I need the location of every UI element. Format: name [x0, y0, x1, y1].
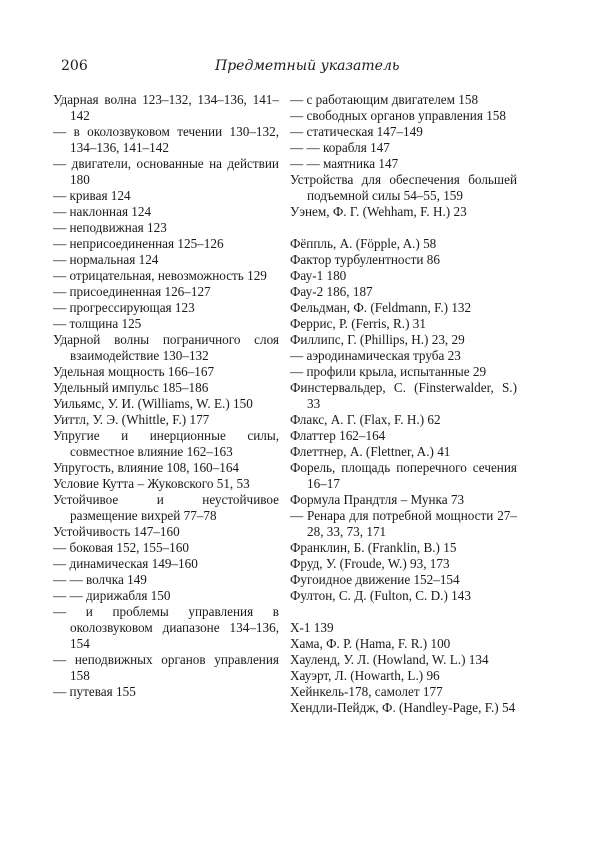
page-number: 206 [61, 58, 88, 74]
index-entry: — динамическая 149–160 [53, 556, 198, 571]
index-entry: Уиттл, У. Э. (Whittle, F.) 177 [53, 412, 210, 427]
index-entry: Финстервальдер, С. (Finsterwalder, S.) 33 [290, 380, 517, 411]
index-entry: Упругие и инерционные силы, совместное влияние 162–163 [53, 428, 279, 459]
index-entry: Устройства для обеспечения большей подъемной силы 54–55, 159 [290, 172, 517, 203]
index-entry: Фугоидное движение 152–154 [290, 572, 460, 587]
index-entry: — статическая 147–149 [290, 124, 423, 139]
index-entry: Ударной волны пограничного слоя взаимодействие 130–132 [53, 332, 279, 363]
index-entry: Феррис, Р. (Ferris, R.) 31 [290, 316, 426, 331]
index-entry: Удельный импульс 185–186 [53, 380, 209, 395]
index-entry: Хейнкель-178, самолет 177 [290, 684, 443, 699]
index-entry: Форель, площадь поперечного сечения 16–17 [290, 460, 517, 491]
index-entry: — — маятника 147 [290, 156, 399, 171]
index-entry: Уэнем, Ф. Г. (Wehham, F. H.) 23 [290, 204, 467, 219]
index-entry: — неподвижная 123 [53, 220, 167, 235]
index-entry: Уильямс, У. И. (Williams, W. E.) 150 [53, 396, 253, 411]
index-entry: — — корабля 147 [290, 140, 390, 155]
index-entry: — присоединенная 126–127 [53, 284, 211, 299]
index-entry: — прогрессирующая 123 [53, 300, 195, 315]
index-entry: — свободных органов управления 158 [290, 108, 506, 123]
index-entry: — нормальная 124 [53, 252, 159, 267]
index-column-right [290, 92, 517, 716]
section-gap [290, 604, 517, 620]
index-entry: Устойчивость 147–160 [53, 524, 180, 539]
index-entry: Хауэрт, Л. (Howarth, L.) 96 [290, 668, 440, 683]
index-column-left [53, 92, 279, 700]
index-entry: — — дирижабля 150 [53, 588, 171, 603]
index-entry: — двигатели, основанные на действии 180 [53, 156, 279, 187]
index-entry: Филлипс, Г. (Phillips, H.) 23, 29 [290, 332, 465, 347]
index-entry: Условие Кутта – Жуковского 51, 53 [53, 476, 250, 491]
index-entry: Устойчивое и неустойчивое размещение вихрей 77–78 [53, 492, 279, 523]
index-entry: Упругость, влияние 108, 160–164 [53, 460, 240, 475]
index-entry: Франклин, Б. (Franklin, B.) 15 [290, 540, 457, 555]
index-entry: — неприсоединенная 125–126 [53, 236, 224, 251]
index-entry: Х-1 139 [290, 620, 334, 635]
index-entry: Удельная мощность 166–167 [53, 364, 215, 379]
index-entry: Флакс, А. Г. (Flax, F. H.) 62 [290, 412, 441, 427]
index-entry: — профили крыла, испытанные 29 [290, 364, 487, 379]
index-entry: — наклонная 124 [53, 204, 152, 219]
running-head: Предметный указатель [215, 58, 400, 74]
index-entry: Фау-1 180 [290, 268, 347, 283]
index-entry: Фултон, С. Д. (Fulton, C. D.) 143 [290, 588, 471, 603]
index-entry: — кривая 124 [53, 188, 131, 203]
index-entry: Хауленд, У. Л. (Howland, W. L.) 134 [290, 652, 489, 667]
index-entry: — неподвижных органов управления 158 [53, 652, 279, 683]
index-entry: — путевая 155 [53, 684, 136, 699]
index-entry: Фруд, У. (Froude, W.) 93, 173 [290, 556, 450, 571]
index-entry: — — волчка 149 [53, 572, 147, 587]
index-entry: Фёппль, А. (Föpple, A.) 58 [290, 236, 437, 251]
index-entry: Фау-2 186, 187 [290, 284, 373, 299]
index-entry: — толщина 125 [53, 316, 142, 331]
index-entry: Хендли-Пейдж, Ф. (Handley-Page, F.) 54 [290, 700, 516, 715]
index-entry: — боковая 152, 155–160 [53, 540, 189, 555]
index-entry: Флеттнер, А. (Flettner, A.) 41 [290, 444, 451, 459]
index-entry: Фельдман, Ф. (Feldmann, F.) 132 [290, 300, 472, 315]
index-entry: — и проблемы управления в околозвуковом диапазоне 134–136, 154 [53, 604, 279, 651]
index-entry: — отрицательная, невозможность 129 [53, 268, 267, 283]
index-entry: — Ренара для потребной мощности 27–28, 33, 73, 171 [290, 508, 517, 539]
index-entry: Ударная волна 123–132, 134–136, 141–142 [53, 92, 279, 123]
index-entry: Хама, Ф. Р. (Hama, F. R.) 100 [290, 636, 451, 651]
index-entry: Флаттер 162–164 [290, 428, 386, 443]
index-entry: Фактор турбулентности 86 [290, 252, 440, 267]
section-gap [290, 220, 517, 236]
index-entry: Формула Прандтля – Мунка 73 [290, 492, 465, 507]
index-entry: — с работающим двигателем 158 [290, 92, 479, 107]
index-entry: — аэродинамическая труба 23 [290, 348, 461, 363]
index-entry: — в околозвуковом течении 130–132, 134–136, 141–142 [53, 124, 279, 155]
